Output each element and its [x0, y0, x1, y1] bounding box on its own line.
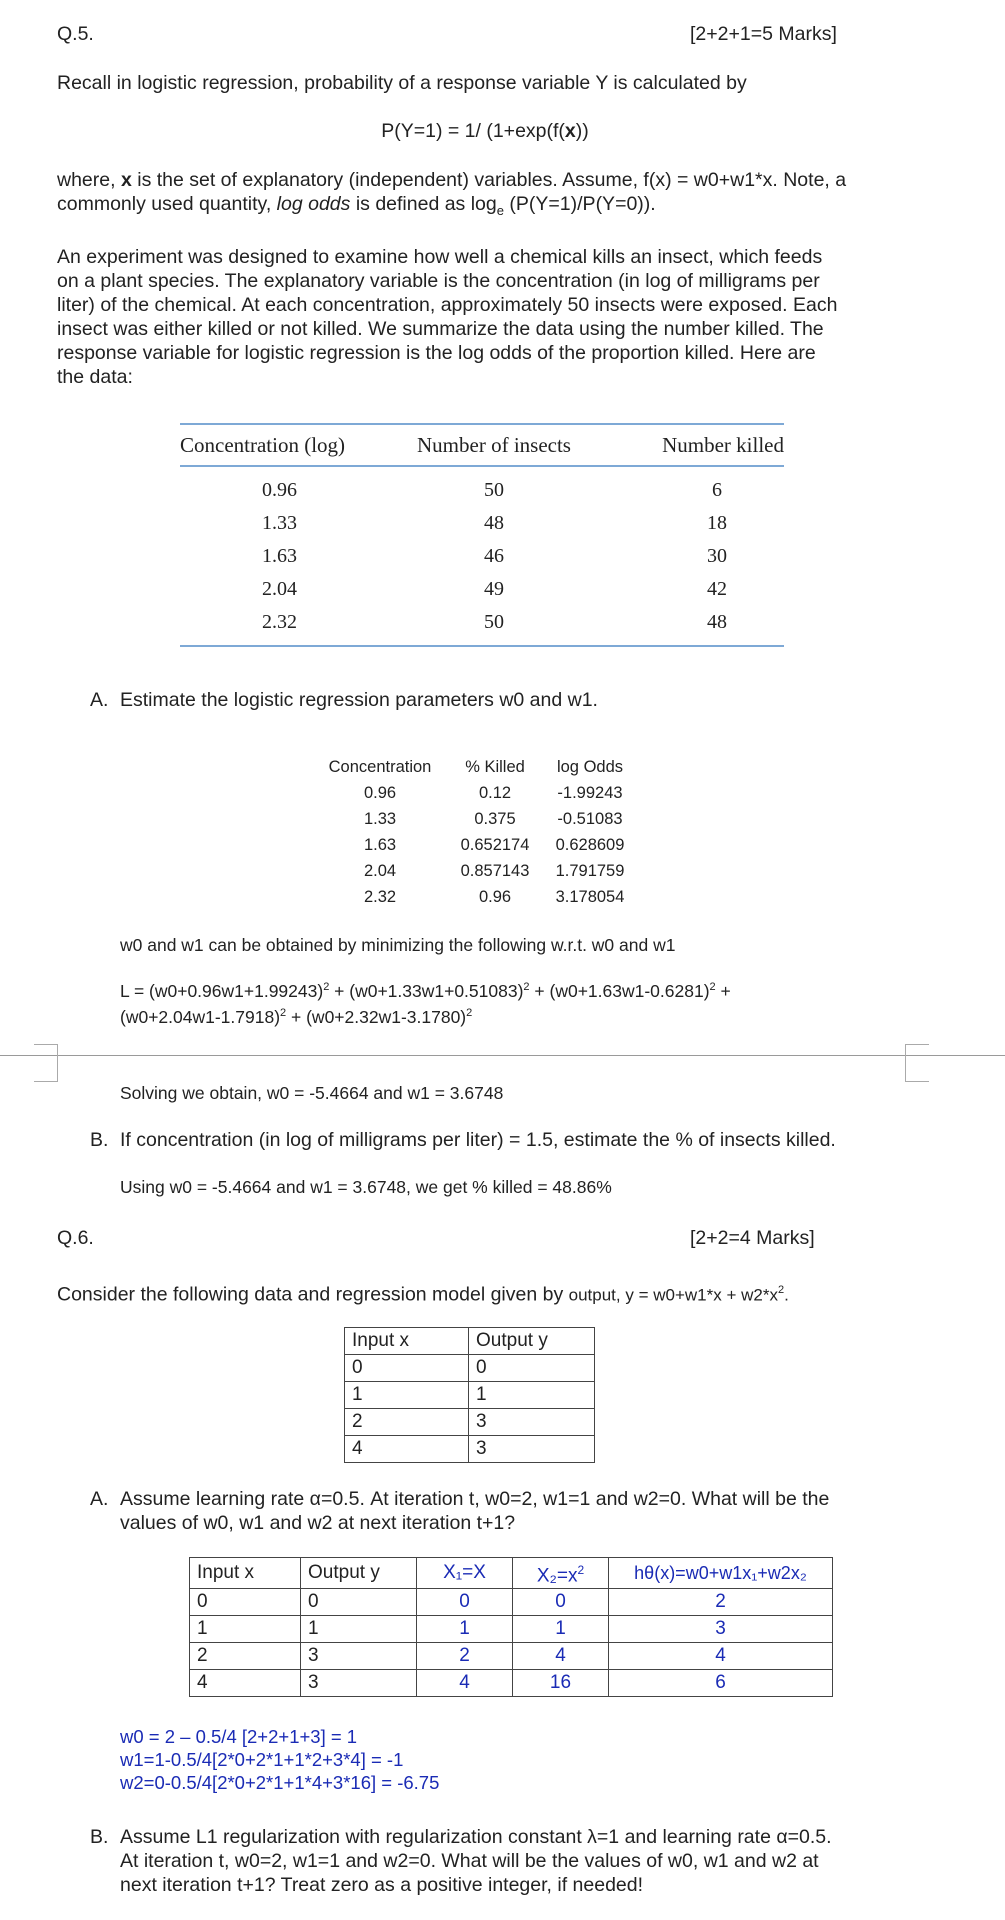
table-row: 1 1 1 1 3: [190, 1616, 833, 1643]
q5-solution: Solving we obtain, w0 = -5.4664 and w1 = 3.6748: [120, 1083, 504, 1103]
table-header: Concentration (log) Number of insects Number killed: [180, 432, 784, 457]
q6-part-b-label: B.: [90, 1826, 109, 1848]
page-separator: [0, 1055, 1005, 1056]
q5-formula: P(Y=1) = 1/ (1+exp(f(x)): [381, 120, 589, 142]
q5-marks: [2+2+1=5 Marks]: [690, 23, 837, 45]
table-row: 0.96 0.12 -1.99243: [363, 783, 623, 802]
table-row: 1.63 0.652174 0.628609: [363, 835, 625, 854]
table-row: 2.04 49 42: [262, 577, 727, 600]
table-row: 0 0: [345, 1355, 595, 1382]
q6-part-a-question: Assume learning rate α=0.5. At iteration t, w0=2, w1=1 and w2=0. What will be the values of w0, w1 and w2 at next iteration t+1?: [120, 1488, 830, 1534]
q6-data-table: [344, 1327, 595, 1463]
q5-number: Q.5.: [57, 23, 94, 45]
q6-part-a-label: A.: [90, 1488, 109, 1510]
q5-part-a-question: Estimate the logistic regression parameters w0 and w1.: [120, 689, 598, 711]
q5-experiment-paragraph: An experiment was designed to examine how well a chemical kills an insect, which feeds on a plant species. The explanatory variable is the concentration (in log of milligrams per liter) of the chemical. At each concentration, approximately 50 insects were exposed. Each insect was either killed or not killed. We summarize the data using the number killed. The response variable for logistic regression is the log odds of the proportion killed. Here are the data:: [57, 246, 838, 388]
page-corner-left: [34, 1044, 58, 1082]
table-row: 1.63 46 30: [262, 544, 727, 567]
q5-data-table: [180, 423, 784, 647]
q6-marks: [2+2=4 Marks]: [690, 1227, 815, 1249]
table-row: 4 3 4 16 6: [190, 1670, 833, 1697]
table-header: Input x Output y: [345, 1328, 595, 1355]
q5-part-b-question: If concentration (in log of milligrams per liter) = 1.5, estimate the % of insects killed.: [120, 1129, 836, 1151]
table-row: 4 3: [345, 1436, 595, 1463]
table-row: 2.04 0.857143 1.791759: [363, 861, 625, 880]
table-row: 2.32 50 48: [262, 610, 727, 633]
q6-intro: Consider the following data and regression model given by output, $y = w0+w1*x + w2*x^2$.: [57, 1283, 789, 1306]
table-row: 0 0 0 0 2: [190, 1589, 833, 1616]
table-row: 1.33 0.375 -0.51083: [363, 809, 623, 828]
q5-part-b-answer: Using w0 = -5.4664 and w1 = 3.6748, we get % killed = 48.86%: [120, 1177, 612, 1197]
page-corner-right: [905, 1044, 929, 1082]
q5-loss-function: $L = (w0+0.96w1+1.99243)^2 + (w0+1.33w1+0.51083)^2 + (w0+1.63w1-0.6281)^2$ + $(w0+2.04w1-1.7918)^2 + (w0+2.32w1-3.1780)^2$: [120, 980, 731, 1027]
q5-part-a-label: A.: [90, 689, 109, 711]
q6-gradient-table: [189, 1557, 833, 1697]
q5-where-paragraph: where, x is the set of explanatory (independent) variables. Assume, f(x) = w0+w1*x. Note, a commonly used quantity, log odds is defined as $\log_e (P(Y=1)/P(Y=0))$.: [57, 169, 847, 218]
table-header: Concentration % Killed log Odds: [328, 757, 624, 776]
table-row: 2.32 0.96 3.178054: [363, 887, 625, 906]
table-row: 0.96 50 6: [262, 478, 722, 501]
table-row: 2 3: [345, 1409, 595, 1436]
table-row: 2 3 2 4 4: [190, 1643, 833, 1670]
q6-part-a-answer: w0 = 2 – 0.5/4 [2+2+1+3] = 1 w1=1-0.5/4[2*0+2*1+1*2+3*4] = -1 w2=0-0.5/4[2*0+2*1+1*4+3*16] = -6.75: [120, 1726, 440, 1793]
q6-part-b-question: Assume L1 regularization with regularization constant λ=1 and learning rate α=0.5. At iteration t, w0=2, w1=1 and w2=0. What will be the values of w0, w1 and w2 at next iteration t+1? Treat zero as a positive integer, if needed!: [120, 1826, 832, 1896]
q5-intro: Recall in logistic regression, probability of a response variable Y is calculated by: [57, 72, 747, 94]
table-row: 1.33 48 18: [262, 511, 727, 534]
q5-logodds-table: [315, 754, 635, 910]
q5-part-b-label: B.: [90, 1129, 109, 1151]
table-row: 1 1: [345, 1382, 595, 1409]
table-header: Input x Output y X₁=X $X_2=x^2$ hθ(x)=w0+w1x₁+w2x₂: [190, 1558, 833, 1589]
q6-number: Q.6.: [57, 1227, 94, 1249]
q5-minimize-text: w0 and w1 can be obtained by minimizing the following w.r.t. w0 and w1: [120, 935, 676, 955]
